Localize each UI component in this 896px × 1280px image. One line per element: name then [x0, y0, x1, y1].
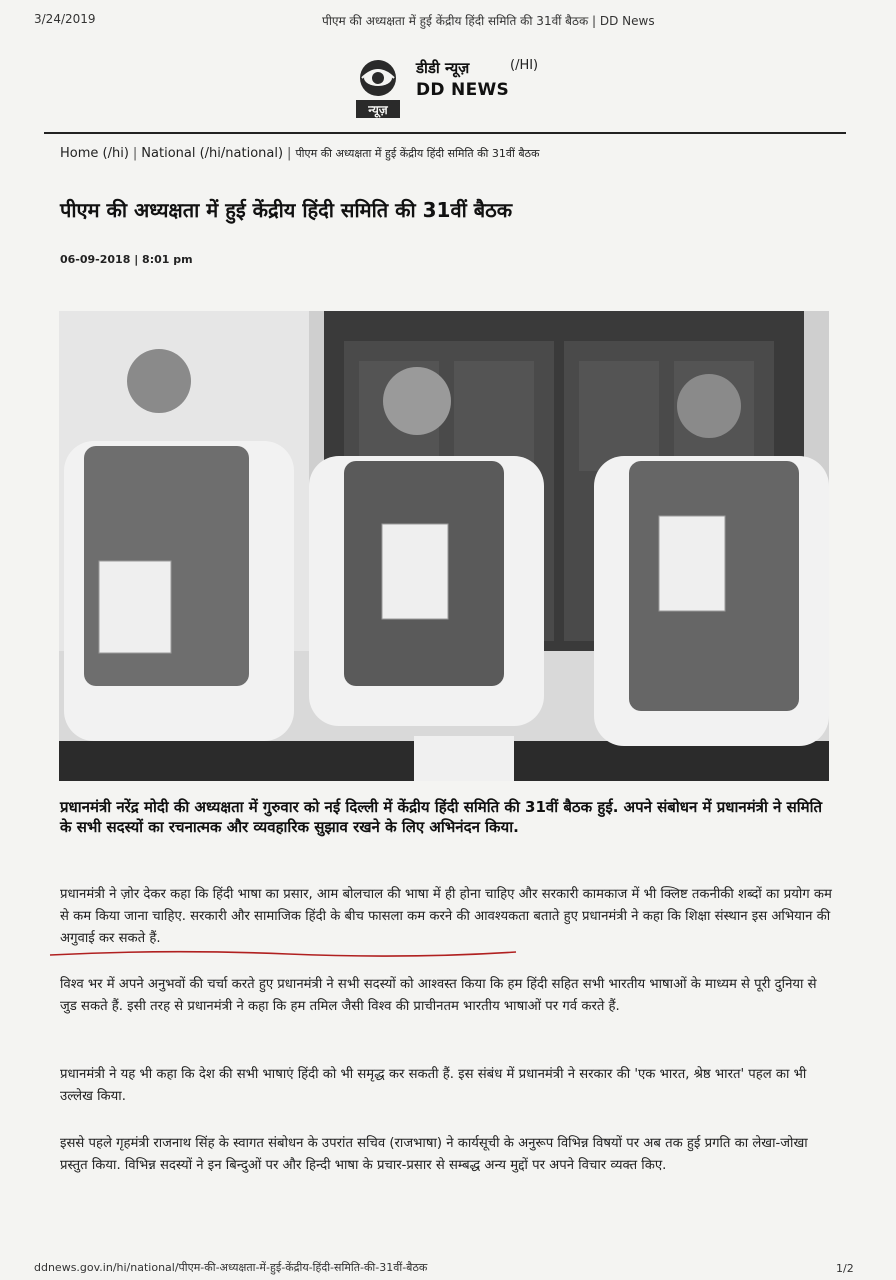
article-paragraph: इससे पहले गृहमंत्री राजनाथ सिंह के स्वागत संबोधन के उपरांत सचिव (राजभाषा) ने कार्यसूची के अनुरूप विभिन्न विषयों पर अब तक हुई प्रगति का लेखा-जोखा प्रस्तुत किया. विभिन्न सदस्यों ने इन बिन्दुओं पर और हिन्दी भाषा के प्रचार-प्रसार से सम्बद्ध अन्य मुद्दों पर अपने विचार व्यक्त किए.: [60, 1136, 808, 1173]
article-paragraph: प्रधानमंत्री ने ज़ोर देकर कहा कि हिंदी भाषा का प्रसार, आम बोलचाल की भाषा में ही होना चाहिए और सरकारी कामकाज में भी क्लिष्ट तकनीकी शब्दों का प्रयोग कम से कम किया जाना चाहिए. सरकारी और सामाजिक हिंदी के बीच फासला कम करने की आवश्यकता बताते हुए प्रधानमंत्री ने कहा कि शिक्षा संस्थान इस अभियान की अगुवाई कर सकते हैं.: [60, 887, 832, 946]
article-paragraph: विश्व भर में अपने अनुभवों की चर्चा करते हुए प्रधानमंत्री ने सभी सदस्यों को आश्वस्त किया कि हम हिंदी सहित सभी भारतीय भाषाओं के माध्यम से पूरी दुनिया से जुड सकते हैं. इसी तरह से प्रधानमंत्री ने कहा कि हम तमिल जैसी विश्व की प्राचीनतम भारतीय भाषाओं पर गर्व करते हैं.: [60, 977, 817, 1014]
dd-eye-logo-icon[interactable]: [352, 58, 404, 120]
article-date: 06-09-2018 | 8:01 pm: [60, 253, 193, 266]
article-photo: [59, 311, 829, 781]
breadcrumb: [60, 146, 539, 161]
header-divider: [44, 132, 846, 134]
breadcrumb-separator: |: [132, 146, 138, 161]
logo-text: न्यूज़: [368, 103, 388, 117]
print-title: पीएम की अध्यक्षता में हुई केंद्रीय हिंदी समिति की 31वीं बैठक | DD News: [322, 14, 655, 28]
breadcrumb-national[interactable]: National (/hi/national): [141, 146, 284, 161]
print-date: 3/24/2019: [34, 12, 96, 26]
breadcrumb-home[interactable]: Home (/hi): [60, 146, 129, 161]
brand-name-hindi: डीडी न्यूज़: [416, 59, 470, 77]
language-link[interactable]: (/HI): [510, 58, 539, 73]
brand-name-english: DD NEWS: [416, 80, 510, 100]
article-lead: प्रधानमंत्री नरेंद्र मोदी की अध्यक्षता में गुरुवार को नई दिल्ली में केंद्रीय हिंदी समिति की 31वीं बैठक हुई. अपने संबोधन में प्रधानमंत्री ने समिति के सभी सदस्यों का रचनात्मक और व्यवहारिक सुझाव रखने के लिए अभिनंदन किया.: [60, 798, 823, 836]
print-url: ddnews.gov.in/hi/national/पीएम-की-अध्यक्षता-में-हुई-केंद्रीय-हिंदी-समिति-की-31वीं-बैठक: [34, 1261, 428, 1274]
article-headline: पीएम की अध्यक्षता में हुई केंद्रीय हिंदी समिति की 31वीं बैठक: [60, 198, 513, 222]
breadcrumb-current: पीएम की अध्यक्षता में हुई केंद्रीय हिंदी समिति की 31वीं बैठक: [295, 147, 540, 160]
print-page-number: 1/2: [836, 1262, 854, 1275]
breadcrumb-separator: |: [287, 146, 292, 161]
pen-underline: [48, 947, 518, 961]
article-paragraph: प्रधानमंत्री ने यह भी कहा कि देश की सभी भाषाएं हिंदी को भी समृद्ध कर सकती हैं. इस संबंध में प्रधानमंत्री ने सरकार की 'एक भारत, श्रेष्ठ भारत' पहल का भी उल्लेख किया.: [60, 1067, 807, 1104]
